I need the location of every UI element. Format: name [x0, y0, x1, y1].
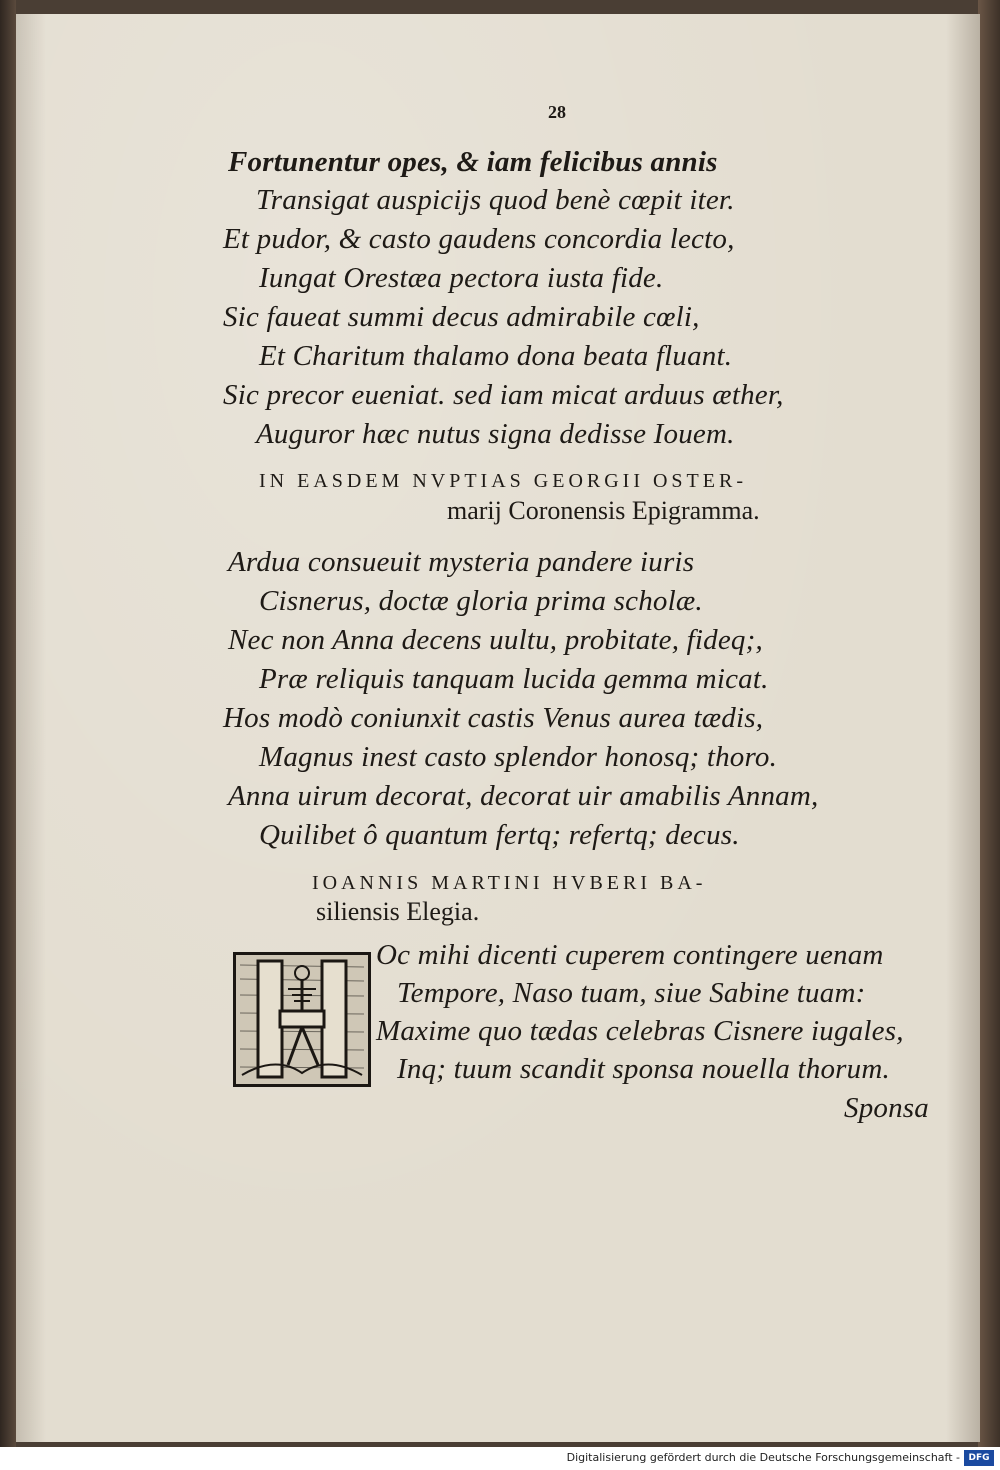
verse-line: Anna uirum decorat, decorat uir amabilis Annam,: [228, 780, 819, 812]
section-heading-line2: marij Coronensis Epigramma.: [447, 496, 760, 525]
section-heading-line1: IN EASDEM NVPTIAS GEORGII OSTER-: [259, 470, 747, 492]
verse-line: Præ reliquis tanquam lucida gemma micat.: [259, 663, 769, 695]
verse-line: Ardua consueuit mysteria pandere iuris: [228, 546, 695, 578]
verse-line: Quilibet ô quantum fertq; refertq; decus.: [259, 819, 740, 851]
verse-line: Hos modò coniunxit castis Venus aurea tædis,: [223, 702, 764, 734]
verse-line: Tempore, Naso tuam, siue Sabine tuam:: [397, 977, 866, 1009]
verse-line: Cisnerus, doctæ gloria prima scholæ.: [259, 585, 703, 617]
verse-line: Auguror hæc nutus signa dedisse Iouem.: [256, 418, 735, 450]
verse-line: Sic faueat summi decus admirabile cœli,: [223, 301, 700, 333]
verse-line: Maxime quo tædas celebras Cisnere iugales,: [376, 1015, 904, 1047]
book-edge-left: [0, 0, 16, 1447]
book-page: [16, 14, 980, 1442]
decorated-initial: [233, 952, 371, 1087]
book-edge-right: [978, 0, 1000, 1447]
footer-bar: [0, 1447, 1000, 1470]
verse-line: Fortunentur opes, & iam felicibus annis: [228, 146, 718, 178]
catchword: Sponsa: [844, 1092, 929, 1124]
verse-line: Et pudor, & casto gaudens concordia lecto,: [223, 223, 735, 255]
section-heading-line1: IOANNIS MARTINI HVBERI BA-: [312, 872, 707, 894]
verse-line: Oc mihi dicenti cuperem contingere uenam: [376, 939, 884, 971]
verse-line: Transigat auspicijs quod benè cœpit iter.: [256, 184, 735, 216]
verse-line: Iungat Orestæa pectora iusta fide.: [259, 262, 664, 294]
section-heading-line2: siliensis Elegia.: [316, 897, 480, 926]
verse-line: Et Charitum thalamo dona beata fluant.: [259, 340, 733, 372]
woodcut-initial-icon: [236, 955, 368, 1084]
page-number: 28: [548, 102, 566, 122]
dfg-logo: DFG: [964, 1450, 994, 1466]
verse-line: Sic precor eueniat. sed iam micat arduus æther,: [223, 379, 784, 411]
verse-line: Nec non Anna decens uultu, probitate, fideq;,: [228, 624, 763, 656]
footer-credit: Digitalisierung gefördert durch die Deutsche Forschungsgemeinschaft -: [566, 1451, 960, 1464]
verse-line: Magnus inest casto splendor honosq; thoro.: [259, 741, 778, 773]
verse-line: Inq; tuum scandit sponsa nouella thorum.: [397, 1053, 890, 1085]
